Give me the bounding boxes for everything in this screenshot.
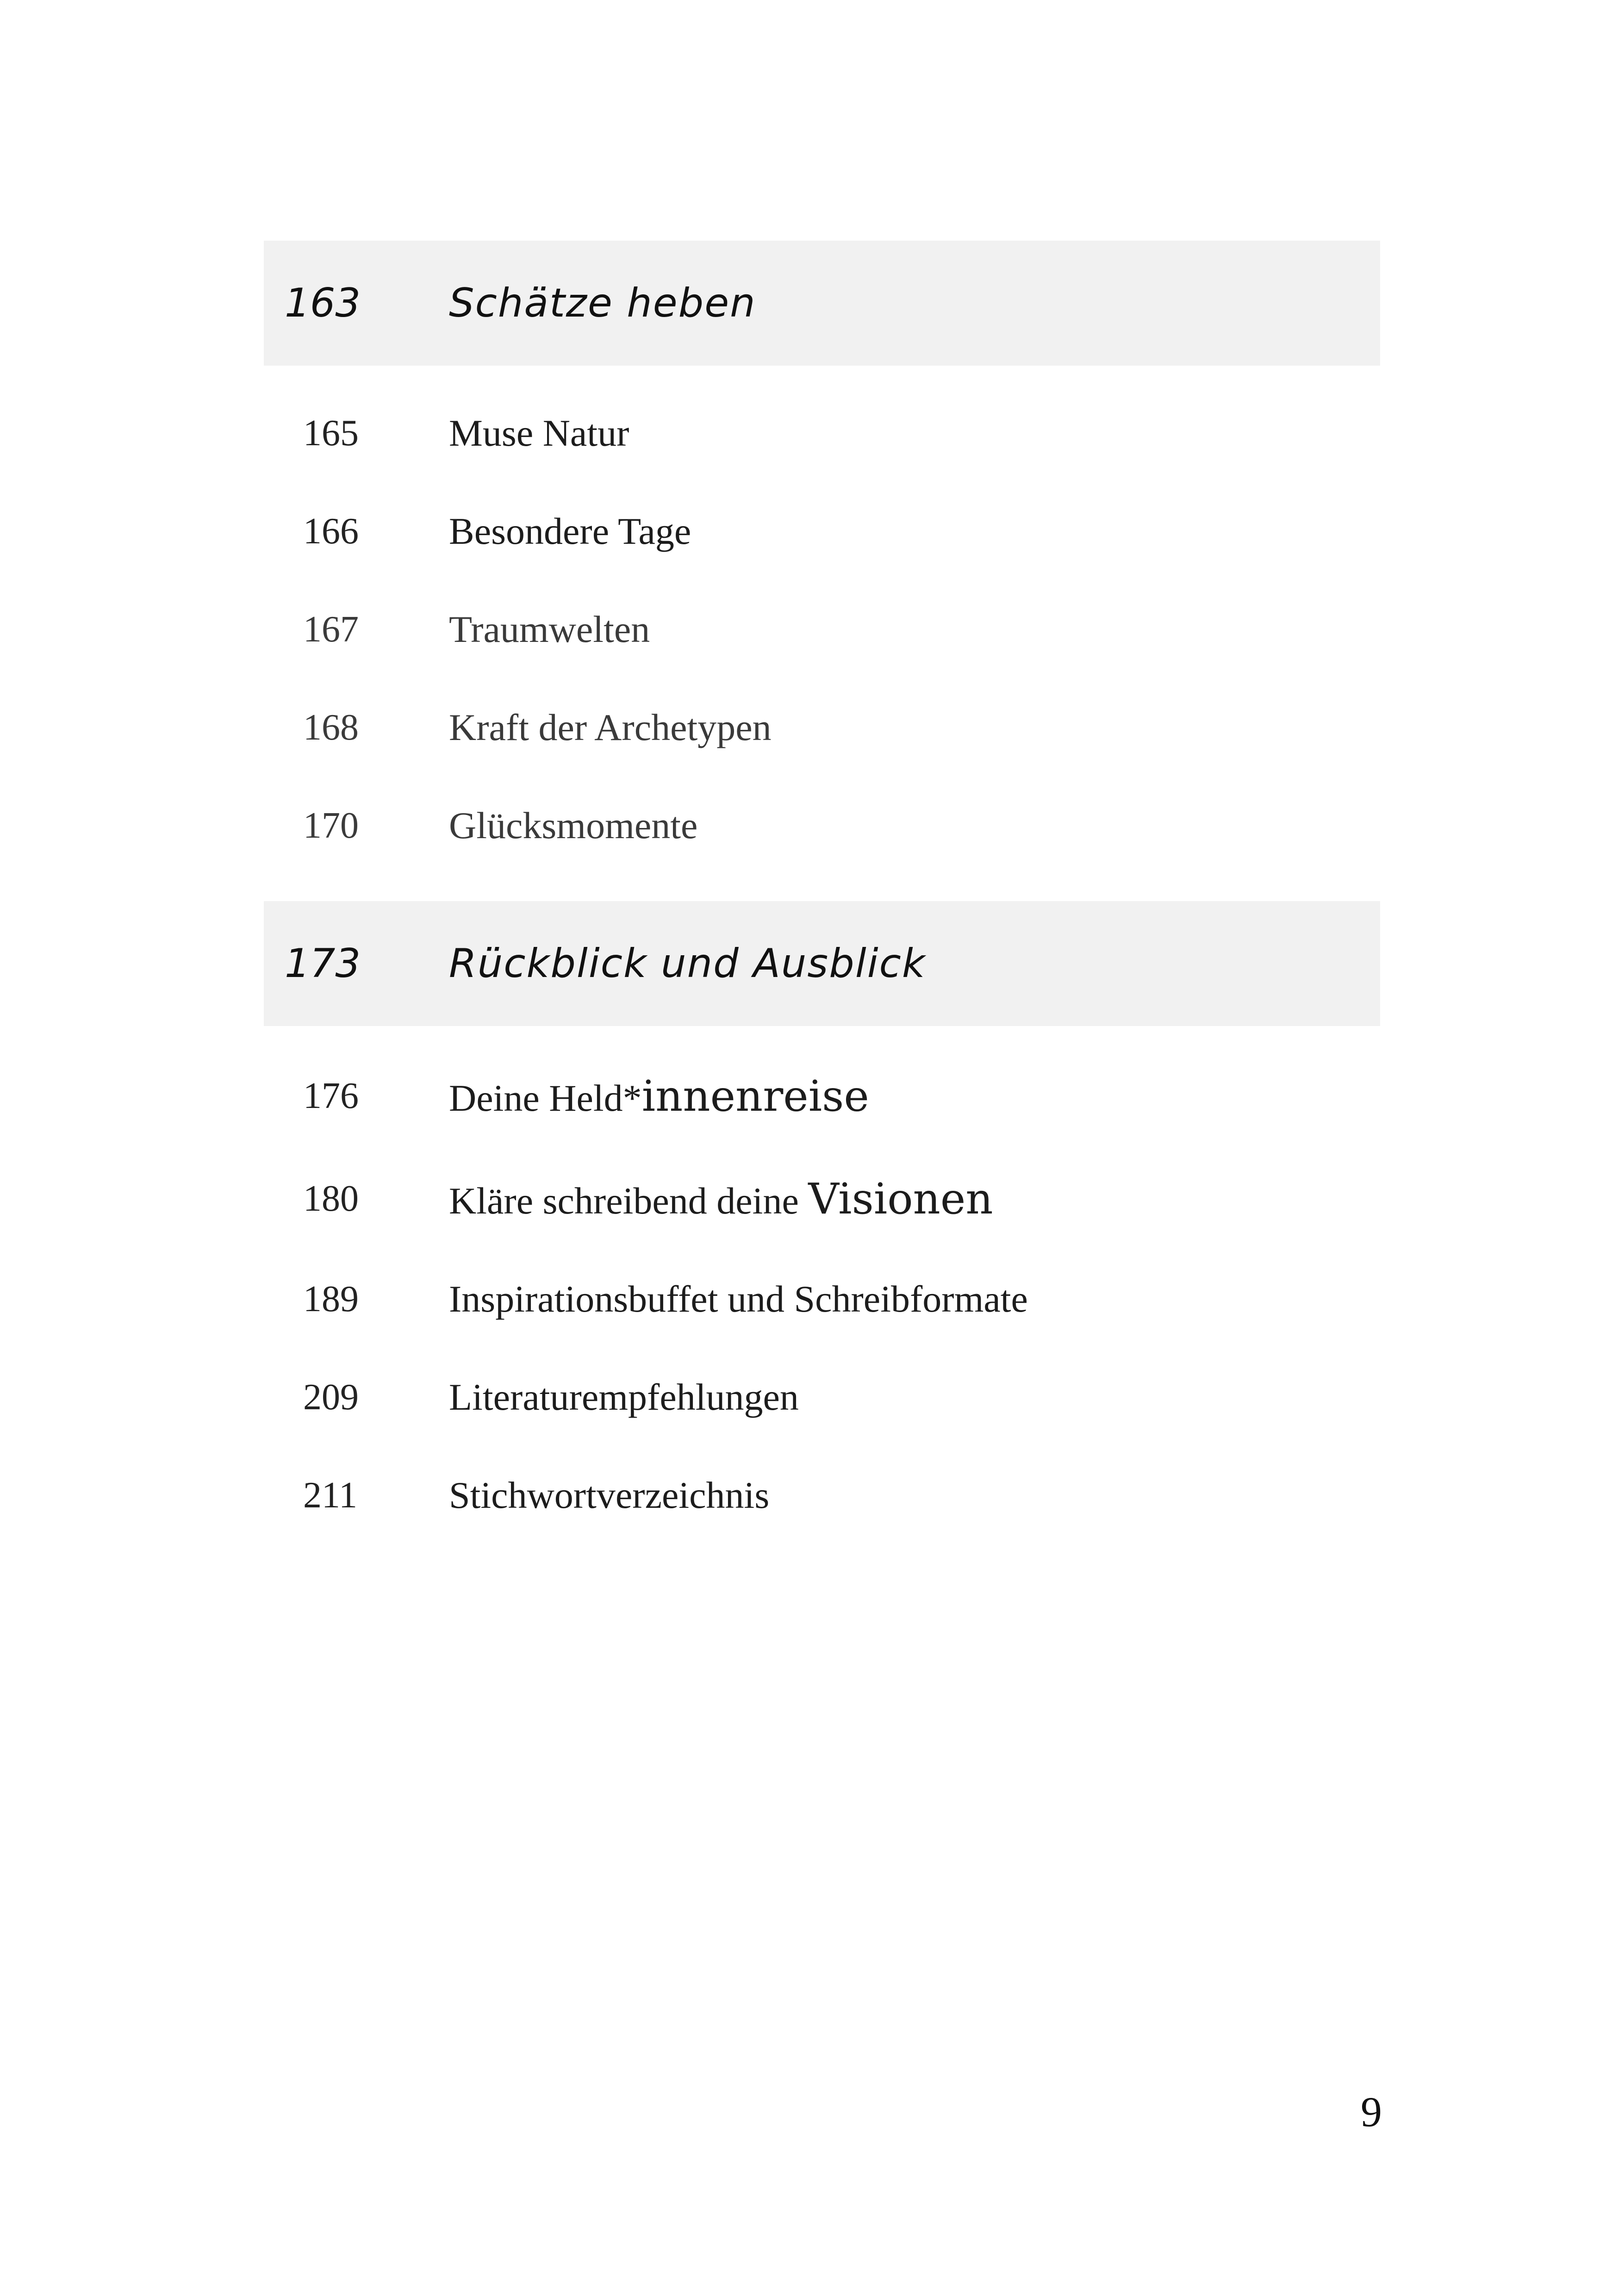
entry-title-part: Kläre schreibend deine <box>449 1179 809 1222</box>
toc-entry[interactable] <box>264 1446 1380 1544</box>
toc-entry[interactable] <box>264 1045 1380 1147</box>
entry-page-number: 180 <box>303 1178 359 1219</box>
entry-title-part: innenreise <box>641 1071 869 1121</box>
table-of-contents <box>264 241 1380 1544</box>
entry-title: Glücksmomente <box>449 804 698 846</box>
entry-page-number: 209 <box>303 1376 359 1418</box>
entry-page-number: 167 <box>303 609 359 650</box>
entry-page-number: 189 <box>303 1278 359 1319</box>
entry-title: Besondere Tage <box>449 510 691 552</box>
entry-title: Kraft der Archetypen <box>449 706 772 748</box>
toc-entry[interactable] <box>264 777 1380 875</box>
section-entries <box>264 1026 1380 1544</box>
entry-title: Literaturempfehlungen <box>449 1376 799 1418</box>
section-entries <box>264 366 1380 875</box>
toc-entry[interactable] <box>264 384 1380 482</box>
entry-page-number: 166 <box>303 510 359 552</box>
section-title: Rückblick und Ausblick <box>449 940 926 987</box>
entry-title: Traumwelten <box>449 608 650 650</box>
entry-title <box>449 1071 869 1121</box>
page-number: 9 <box>1361 2088 1382 2135</box>
entry-title: Stichwortverzeichnis <box>449 1474 770 1516</box>
entry-page-number: 168 <box>303 707 359 748</box>
entry-title-part: Deine Held* <box>449 1076 642 1119</box>
entry-page-number: 165 <box>303 412 359 454</box>
toc-entry[interactable] <box>264 1147 1380 1250</box>
toc-entry[interactable] <box>264 482 1380 580</box>
section-page-number: 173 <box>285 940 361 987</box>
toc-entry[interactable] <box>264 1250 1380 1348</box>
entry-title <box>449 1174 993 1224</box>
section-header <box>264 901 1380 1026</box>
toc-entry[interactable] <box>264 1348 1380 1446</box>
section-page-number: 163 <box>285 280 361 326</box>
section-title: Schätze heben <box>449 280 756 326</box>
toc-entry[interactable] <box>264 580 1380 678</box>
entry-page-number: 176 <box>303 1075 359 1116</box>
entry-title: Inspirationsbuffet und Schreibformate <box>449 1278 1028 1320</box>
entry-title: Muse Natur <box>449 412 629 454</box>
entry-page-number: 211 <box>303 1475 358 1516</box>
toc-entry[interactable] <box>264 678 1380 777</box>
entry-title-part: Visionen <box>808 1174 993 1224</box>
entry-page-number: 170 <box>303 805 359 846</box>
section-header <box>264 241 1380 366</box>
